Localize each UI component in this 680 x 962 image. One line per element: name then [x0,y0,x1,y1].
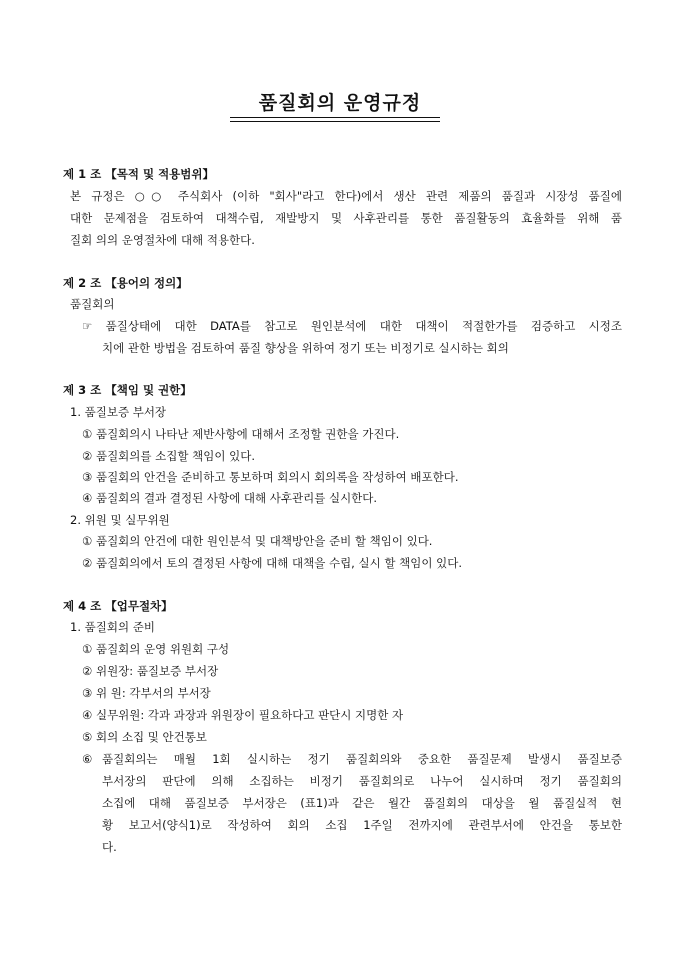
article-4-item-6-line-3: 소집에 대해 품질보증 부서장은 (표1)과 같은 월간 품질회의 대상을 월 품질실적 현 [102,796,622,810]
article-3-group-2-label: 2. 위원 및 실무위원 [70,513,170,527]
article-3-group-1-item-2: ② 품질회의를 소집할 책임이 있다. [82,449,256,463]
article-1-heading: 제 1 조 【목적 및 적용범위】 [63,167,214,181]
article-4-item-6-line-4: 황 보고서(양식1)로 작성하여 회의 소집 1주일 전까지에 관련부서에 안건을 통보한 [102,818,622,832]
article-4-item-6-line-2: 부서장의 판단에 의해 소집하는 비정기 품질회의로 나누어 실시하며 정기 품질회의 [102,774,622,788]
article-2-definition-line-1: ☞ 품질상태에 대한 DATA를 참고로 원인분석에 대한 대책이 적절한가를 검증하고 시정조 [82,319,622,333]
article-4-item-4: ④ 실무위원: 각과 과장과 위원장이 필요하다고 판단시 지명한 자 [82,708,404,722]
article-3-group-1-item-3: ③ 품질회의 안건을 준비하고 통보하며 회의시 회의록을 작성하여 배포한다. [82,470,459,484]
article-3-group-1-item-1: ① 품질회의시 나타난 제반사항에 대해서 조정할 권한을 가진다. [82,427,400,441]
article-3-heading: 제 3 조 【책임 및 권한】 [63,383,192,397]
article-1-line-1: 본 규정은 ○○ 주식회사 (이하 "회사"라고 한다)에서 생산 관련 제품의 품질과 시장성 품질에 [70,189,622,203]
article-4-item-6-marker: ⑥ [82,752,93,766]
article-4-heading: 제 4 조 【업무절차】 [63,599,173,613]
article-4-item-1: ① 품질회의 운영 위원회 구성 [82,642,230,656]
article-3-group-1-item-4: ④ 품질회의 결과 결정된 사항에 대해 사후관리를 실시한다. [82,491,378,505]
article-3-group-2-item-1: ① 품질회의 안건에 대한 원인분석 및 대책방안을 준비 할 책임이 있다. [82,534,433,548]
article-4-group-1-label: 1. 품질회의 준비 [70,620,155,634]
article-3-group-1-label: 1. 품질보증 부서장 [70,405,167,419]
article-4-item-6-line-5: 다. [102,840,117,854]
article-4-item-3: ③ 위 원: 각부서의 부서장 [82,686,211,700]
title-underline-top [230,117,440,118]
article-4-item-5: ⑤ 회의 소집 및 안건통보 [82,730,207,744]
article-4-item-6-line-1: 품질회의는 매월 1회 실시하는 정기 품질회의와 중요한 품질문제 발생시 품질보증 [102,752,622,766]
article-3-group-2-item-2: ② 품질회의에서 토의 결정된 사항에 대해 대책을 수립, 실시 할 책임이 있다. [82,556,462,570]
article-2-term: 품질회의 [70,297,115,311]
article-4-item-2: ② 위원장: 품질보증 부서장 [82,664,219,678]
article-2-definition-line-2: 치에 관한 방법을 검토하여 품질 향상을 위하여 정기 또는 비정기로 실시하는 회의 [102,341,509,355]
title-underline-bottom [230,121,440,122]
article-1-line-2: 대한 문제점을 검토하여 대책수립, 재발방지 및 사후관리를 통한 품질활동의 효율화를 위해 품 [70,211,622,225]
article-1-line-3: 질회 의의 운영절차에 대해 적용한다. [70,233,255,247]
article-2-heading: 제 2 조 【용어의 정의】 [63,276,188,290]
document-title: 품질회의 운영규정 [258,92,422,114]
